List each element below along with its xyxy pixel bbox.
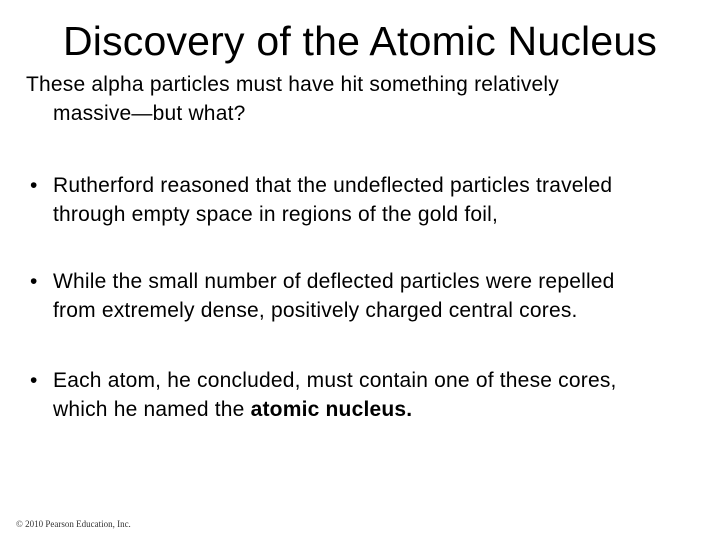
intro-paragraph xyxy=(26,70,686,128)
bullet-dot: • xyxy=(30,174,38,197)
bullet-2-line-2: from extremely dense, positively charged central cores. xyxy=(53,299,578,322)
bullet-dot: • xyxy=(30,270,38,293)
atomic-nucleus-term: atomic nucleus. xyxy=(250,398,413,421)
bullet-3-line-1: Each atom, he concluded, must contain one of these cores, xyxy=(53,369,617,392)
bullet-3-line-2-prefix: which he named the xyxy=(53,398,251,421)
slide-title: Discovery of the Atomic Nucleus xyxy=(62,18,658,64)
bullet-1-line-2: through empty space in regions of the gold foil, xyxy=(53,203,499,226)
intro-line-1: These alpha particles must have hit something relatively xyxy=(26,73,559,96)
bullet-2-line-1: While the small number of deflected particles were repelled xyxy=(53,270,615,293)
bullet-item-3 xyxy=(30,366,710,424)
bullet-3-line-2 xyxy=(30,395,710,424)
bullet-item-2 xyxy=(30,267,710,325)
copyright-notice: © 2010 Pearson Education, Inc. xyxy=(16,519,131,529)
intro-line-2: massive—but what? xyxy=(53,102,246,125)
bullet-item-1 xyxy=(30,171,710,229)
bullet-1-line-1: Rutherford reasoned that the undeflected particles traveled xyxy=(53,174,613,197)
bullet-dot: • xyxy=(30,369,38,392)
